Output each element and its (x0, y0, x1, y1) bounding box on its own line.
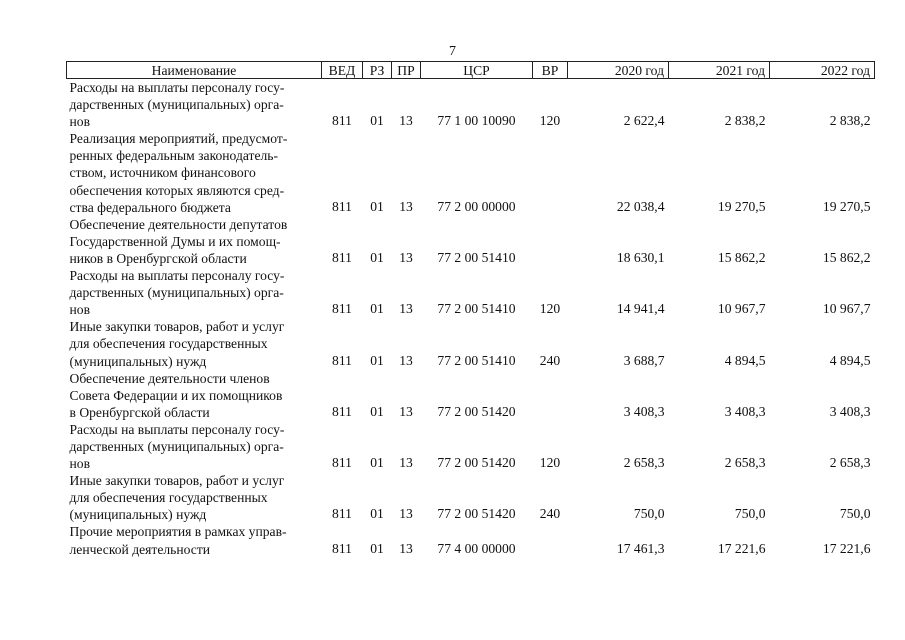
cell-ved: 811 (332, 455, 352, 471)
name-line: ленческой деятельности (69, 541, 211, 557)
name-line: дарственных (муниципальных) орга- (69, 285, 284, 301)
cell-2020: 3 688,7 (623, 352, 665, 368)
cell-pr: 13 (399, 113, 413, 129)
name-line: дарственных (муниципальных) орга- (69, 438, 284, 454)
cell-2022: 3 408,3 (829, 403, 871, 419)
cell-name (67, 421, 322, 472)
name-line: нов (69, 114, 90, 130)
cell-2021: 750,0 (734, 506, 766, 522)
table-header (67, 62, 875, 79)
cell-2020: 2 622,4 (623, 113, 665, 129)
name-line: Прочие мероприятия в рамках управ- (69, 524, 287, 540)
cell-2020: 22 038,4 (616, 198, 665, 214)
table-row (67, 318, 875, 369)
cell-2020: 14 941,4 (616, 301, 665, 317)
name-line: Совета Федерации и их помощников (69, 387, 283, 403)
name-line: Расходы на выплаты персоналу госу- (69, 80, 285, 95)
cell-csr: 77 2 00 00000 (437, 198, 516, 214)
header-pr: ПР (392, 62, 421, 79)
cell-2022: 19 270,5 (822, 198, 871, 214)
cell-rz: 01 (370, 198, 384, 214)
cell-rz: 01 (370, 540, 384, 556)
name-line: (муниципальных) нужд (69, 353, 207, 369)
cell-name (67, 79, 322, 131)
cell-vr (533, 130, 568, 215)
page-number: 7 (449, 44, 456, 59)
table-row (67, 216, 875, 267)
cell-name (67, 523, 322, 557)
cell-pr: 13 (399, 249, 413, 265)
cell-name (67, 130, 322, 215)
header-name: Наименование (67, 62, 322, 79)
cell-2020: 750,0 (633, 506, 665, 522)
cell-rz: 01 (370, 113, 384, 129)
cell-pr: 13 (399, 506, 413, 522)
cell-vr: 240 (539, 352, 561, 368)
cell-csr: 77 2 00 51420 (437, 506, 516, 522)
cell-rz: 01 (370, 352, 384, 368)
name-line: в Оренбургской области (69, 404, 210, 420)
header-2020: 2020 год (568, 62, 669, 79)
name-line: Иные закупки товаров, работ и услуг (69, 473, 285, 489)
name-line: Иные закупки товаров, работ и услуг (69, 319, 285, 335)
cell-2022: 750,0 (839, 506, 871, 522)
cell-2020: 18 630,1 (616, 249, 665, 265)
name-line: Реализация мероприятий, предусмот- (69, 131, 288, 147)
cell-ved: 811 (332, 403, 352, 419)
budget-table (66, 61, 875, 558)
cell-2021: 4 894,5 (724, 352, 766, 368)
cell-pr: 13 (399, 403, 413, 419)
cell-ved: 811 (332, 352, 352, 368)
table-row (67, 267, 875, 318)
table-row (67, 370, 875, 421)
cell-2022: 2 838,2 (829, 113, 871, 129)
table-row (67, 421, 875, 472)
cell-pr: 13 (399, 198, 413, 214)
cell-name (67, 318, 322, 369)
cell-2021: 2 658,3 (724, 455, 766, 471)
cell-ved: 811 (332, 249, 352, 265)
name-line: нов (69, 302, 90, 318)
header-ved: ВЕД (322, 62, 363, 79)
name-line: Обеспечение деятельности депутатов (69, 216, 288, 232)
name-line: для обеспечения государственных (69, 336, 268, 352)
cell-vr (533, 523, 568, 557)
name-line: Обеспечение деятельности членов (69, 370, 270, 386)
table-row (67, 472, 875, 523)
cell-vr: 240 (539, 506, 561, 522)
cell-ved: 811 (332, 506, 352, 522)
name-line: дарственных (муниципальных) орга- (69, 97, 284, 113)
name-line: (муниципальных) нужд (69, 507, 207, 523)
cell-2020: 3 408,3 (623, 403, 665, 419)
table-body (67, 79, 875, 558)
cell-ved: 811 (332, 113, 352, 129)
cell-pr: 13 (399, 301, 413, 317)
cell-rz: 01 (370, 301, 384, 317)
name-line: ренных федеральным законодатель- (69, 148, 279, 164)
cell-2021: 2 838,2 (724, 113, 766, 129)
cell-2021: 15 862,2 (717, 249, 766, 265)
name-line: обеспечения которых являются сред- (69, 182, 285, 198)
cell-rz: 01 (370, 249, 384, 265)
cell-2022: 4 894,5 (829, 352, 871, 368)
cell-2021: 19 270,5 (717, 198, 766, 214)
cell-vr (533, 216, 568, 267)
table-row (67, 523, 875, 557)
name-line: ников в Оренбургской области (69, 250, 247, 266)
cell-2022: 15 862,2 (822, 249, 871, 265)
cell-csr: 77 2 00 51410 (437, 301, 516, 317)
cell-name (67, 370, 322, 421)
cell-2021: 3 408,3 (724, 403, 766, 419)
cell-name (67, 267, 322, 318)
cell-2021: 10 967,7 (717, 301, 766, 317)
name-line: Расходы на выплаты персоналу госу- (69, 268, 285, 284)
cell-csr: 77 2 00 51410 (437, 352, 516, 368)
cell-2020: 2 658,3 (623, 455, 665, 471)
cell-csr: 77 2 00 51420 (437, 403, 516, 419)
header-2021: 2021 год (669, 62, 770, 79)
cell-pr: 13 (399, 540, 413, 556)
name-line: для обеспечения государственных (69, 490, 268, 506)
cell-vr: 120 (539, 455, 561, 471)
cell-2022: 2 658,3 (829, 455, 871, 471)
cell-ved: 811 (332, 540, 352, 556)
header-csr: ЦСР (421, 62, 533, 79)
header-2022: 2022 год (770, 62, 875, 79)
table-row (67, 130, 875, 215)
cell-2022: 17 221,6 (822, 540, 871, 556)
cell-2021: 17 221,6 (717, 540, 766, 556)
name-line: нов (69, 456, 90, 472)
cell-pr: 13 (399, 352, 413, 368)
cell-name (67, 216, 322, 267)
name-line: Расходы на выплаты персоналу госу- (69, 421, 285, 437)
cell-vr (533, 370, 568, 421)
cell-rz: 01 (370, 506, 384, 522)
cell-csr: 77 2 00 51420 (437, 455, 516, 471)
cell-rz: 01 (370, 455, 384, 471)
cell-ved: 811 (332, 198, 352, 214)
name-line: Государственной Думы и их помощ- (69, 233, 281, 249)
cell-pr: 13 (399, 455, 413, 471)
cell-csr: 77 1 00 10090 (437, 113, 516, 129)
table-row (67, 79, 875, 131)
cell-2020: 17 461,3 (616, 540, 665, 556)
cell-csr: 77 4 00 00000 (437, 540, 516, 556)
header-vr: ВР (533, 62, 568, 79)
cell-2022: 10 967,7 (822, 301, 871, 317)
cell-ved: 811 (332, 301, 352, 317)
cell-rz: 01 (370, 403, 384, 419)
cell-vr: 120 (539, 301, 561, 317)
header-rz: РЗ (363, 62, 392, 79)
name-line: ства федерального бюджета (69, 199, 231, 215)
cell-name (67, 472, 322, 523)
name-line: ством, источником финансового (69, 165, 256, 181)
cell-csr: 77 2 00 51410 (437, 249, 516, 265)
cell-vr: 120 (539, 113, 561, 129)
